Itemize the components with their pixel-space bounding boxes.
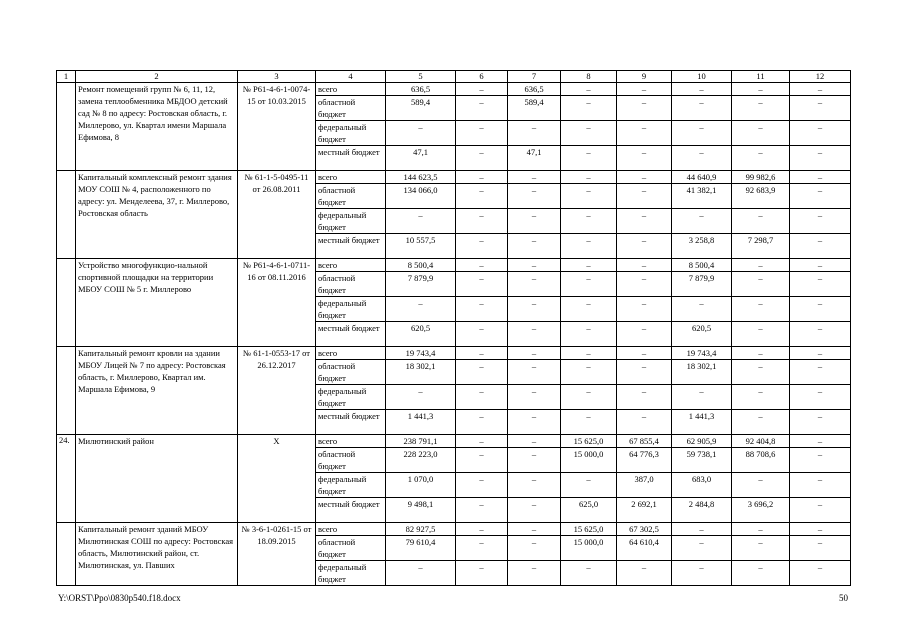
value-cell: – [508, 347, 561, 360]
funding-source-cell: всего [316, 171, 386, 184]
value-cell: – [561, 360, 617, 385]
value-cell: – [617, 209, 672, 234]
value-cell: – [456, 435, 508, 448]
value-cell: 67 302,5 [617, 523, 672, 536]
funding-source-cell: федеральный бюджет [316, 473, 386, 498]
value-cell: 47,1 [508, 146, 561, 171]
value-cell: 41 382,1 [672, 184, 732, 209]
value-cell: – [732, 322, 790, 347]
row-number-cell [57, 347, 76, 435]
value-cell: 7 298,7 [732, 234, 790, 259]
value-cell: 19 743,4 [386, 347, 456, 360]
value-cell: – [790, 523, 851, 536]
funding-source-cell: областной бюджет [316, 96, 386, 121]
table-row [57, 171, 851, 184]
value-cell: 82 927,5 [386, 523, 456, 536]
object-name-cell: Капитальный ремонт кровли на здании МБОУ Лицей № 7 по адресу: Ростовская область, г. Миллерово, Квартал им. Маршала Ефимова, 9 [76, 347, 238, 435]
value-cell: – [508, 385, 561, 410]
funding-source-cell: федеральный бюджет [316, 385, 386, 410]
value-cell: – [561, 121, 617, 146]
funding-source-cell: местный бюджет [316, 234, 386, 259]
value-cell: 3 696,2 [732, 498, 790, 523]
value-cell: – [386, 209, 456, 234]
value-cell: – [732, 259, 790, 272]
value-cell: – [456, 171, 508, 184]
row-number-cell [57, 171, 76, 259]
value-cell: – [790, 209, 851, 234]
document-cell: № 3-6-1-0261-15 от 18.09.2015 [238, 523, 316, 586]
value-cell: – [561, 322, 617, 347]
value-cell: 620,5 [672, 322, 732, 347]
value-cell: – [672, 209, 732, 234]
value-cell: 625,0 [561, 498, 617, 523]
value-cell: – [732, 561, 790, 586]
value-cell: – [732, 297, 790, 322]
value-cell: – [617, 272, 672, 297]
value-cell: – [561, 259, 617, 272]
value-cell: – [732, 121, 790, 146]
value-cell: 134 066,0 [386, 184, 456, 209]
column-number-header: 5 [386, 71, 456, 83]
funding-source-cell: всего [316, 523, 386, 536]
value-cell: – [790, 347, 851, 360]
value-cell: 228 223,0 [386, 448, 456, 473]
value-cell: – [790, 322, 851, 347]
column-number-header: 10 [672, 71, 732, 83]
value-cell: – [456, 184, 508, 209]
value-cell: – [617, 410, 672, 435]
value-cell: – [617, 96, 672, 121]
value-cell: 238 791,1 [386, 435, 456, 448]
value-cell: – [732, 347, 790, 360]
value-cell: – [732, 96, 790, 121]
value-cell: – [672, 83, 732, 96]
value-cell: – [617, 121, 672, 146]
funding-source-cell: областной бюджет [316, 448, 386, 473]
funding-source-cell: всего [316, 259, 386, 272]
value-cell: 18 302,1 [672, 360, 732, 385]
column-number-header: 7 [508, 71, 561, 83]
value-cell: – [508, 209, 561, 234]
value-cell: – [790, 561, 851, 586]
value-cell: – [508, 448, 561, 473]
funding-source-cell: федеральный бюджет [316, 297, 386, 322]
funding-source-cell: всего [316, 347, 386, 360]
document-cell: № 61-1-0553-17 от 26.12.2017 [238, 347, 316, 435]
value-cell: – [790, 184, 851, 209]
value-cell: – [672, 297, 732, 322]
value-cell: – [617, 83, 672, 96]
value-cell: – [672, 146, 732, 171]
value-cell: – [732, 209, 790, 234]
value-cell: – [456, 410, 508, 435]
value-cell: 7 879,9 [386, 272, 456, 297]
value-cell: – [617, 259, 672, 272]
object-name-cell: Милютинский район [76, 435, 238, 523]
value-cell: 589,4 [508, 96, 561, 121]
value-cell: – [732, 523, 790, 536]
value-cell: – [790, 448, 851, 473]
value-cell: – [456, 209, 508, 234]
column-number-header: 11 [732, 71, 790, 83]
value-cell: – [508, 523, 561, 536]
row-number-cell [57, 259, 76, 347]
value-cell: – [386, 297, 456, 322]
value-cell: – [456, 448, 508, 473]
value-cell: – [508, 536, 561, 561]
value-cell: 15 000,0 [561, 536, 617, 561]
value-cell: 144 623,5 [386, 171, 456, 184]
table-row [57, 259, 851, 272]
value-cell: – [508, 259, 561, 272]
value-cell: – [508, 322, 561, 347]
funding-source-cell: местный бюджет [316, 410, 386, 435]
value-cell: 8 500,4 [672, 259, 732, 272]
value-cell: – [672, 385, 732, 410]
value-cell: – [790, 360, 851, 385]
value-cell: – [456, 96, 508, 121]
funding-source-cell: всего [316, 83, 386, 96]
value-cell: – [790, 498, 851, 523]
value-cell: – [617, 347, 672, 360]
row-number-cell [57, 83, 76, 171]
value-cell: – [456, 523, 508, 536]
value-cell: – [672, 536, 732, 561]
funding-source-cell: всего [316, 435, 386, 448]
value-cell: – [790, 435, 851, 448]
value-cell: 620,5 [386, 322, 456, 347]
value-cell: – [790, 259, 851, 272]
value-cell: – [790, 121, 851, 146]
value-cell: – [617, 234, 672, 259]
value-cell: – [672, 523, 732, 536]
value-cell: – [508, 410, 561, 435]
value-cell: – [790, 385, 851, 410]
funding-source-cell: местный бюджет [316, 322, 386, 347]
value-cell: – [456, 146, 508, 171]
funding-source-cell: местный бюджет [316, 498, 386, 523]
value-cell: 59 738,1 [672, 448, 732, 473]
value-cell: 99 982,6 [732, 171, 790, 184]
table-row [57, 435, 851, 448]
object-name-cell: Капитальный комплексный ремонт здания МОУ СОШ № 4, расположенного по адресу: ул. Менделеева, 37, г. Миллерово, Ростовская область [76, 171, 238, 259]
value-cell: – [561, 561, 617, 586]
row-number-cell [57, 523, 76, 586]
value-cell: 9 498,1 [386, 498, 456, 523]
column-number-header: 2 [76, 71, 238, 83]
value-cell: – [790, 297, 851, 322]
value-cell: – [617, 385, 672, 410]
object-name-cell: Устройство многофункцио-нальной спортивной площадки на территории МБОУ СОШ № 5 г. Миллерово [76, 259, 238, 347]
value-cell: – [456, 536, 508, 561]
value-cell: – [732, 410, 790, 435]
value-cell: 15 000,0 [561, 448, 617, 473]
value-cell: – [508, 561, 561, 586]
value-cell: 88 708,6 [732, 448, 790, 473]
value-cell: – [456, 498, 508, 523]
value-cell: – [617, 184, 672, 209]
value-cell: 15 625,0 [561, 523, 617, 536]
value-cell: – [456, 83, 508, 96]
value-cell: – [456, 360, 508, 385]
value-cell: 64 610,4 [617, 536, 672, 561]
document-cell: Х [238, 435, 316, 523]
table-row [57, 347, 851, 360]
value-cell: – [386, 385, 456, 410]
value-cell: – [456, 259, 508, 272]
value-cell: 1 070,0 [386, 473, 456, 498]
value-cell: – [732, 146, 790, 171]
value-cell: – [561, 146, 617, 171]
value-cell: – [561, 473, 617, 498]
value-cell: – [561, 184, 617, 209]
value-cell: 3 258,8 [672, 234, 732, 259]
value-cell: – [790, 96, 851, 121]
value-cell: – [732, 473, 790, 498]
column-number-header: 8 [561, 71, 617, 83]
value-cell: – [561, 96, 617, 121]
value-cell: 7 879,9 [672, 272, 732, 297]
value-cell: 1 441,3 [386, 410, 456, 435]
funding-source-cell: местный бюджет [316, 146, 386, 171]
value-cell: – [508, 473, 561, 498]
value-cell: – [790, 473, 851, 498]
value-cell: – [456, 473, 508, 498]
value-cell: – [561, 83, 617, 96]
value-cell: – [732, 272, 790, 297]
value-cell: – [790, 410, 851, 435]
value-cell: 67 855,4 [617, 435, 672, 448]
value-cell: – [456, 121, 508, 146]
value-cell: – [732, 360, 790, 385]
funding-source-cell: областной бюджет [316, 184, 386, 209]
value-cell: – [456, 347, 508, 360]
value-cell: – [561, 234, 617, 259]
value-cell: – [561, 297, 617, 322]
value-cell: – [617, 171, 672, 184]
value-cell: – [672, 561, 732, 586]
value-cell: – [561, 385, 617, 410]
value-cell: – [508, 297, 561, 322]
value-cell: – [508, 272, 561, 297]
object-name-cell: Ремонт помещений групп № 6, 11, 12, замена теплообменника МБДОО детский сад № 8 по адресу: Ростовская область, г. Миллерово, ул. Квартал имени Маршала Ефимова, 8 [76, 83, 238, 171]
object-name-cell: Капитальный ремонт зданий МБОУ Милютинская СОШ по адресу: Ростовская область, Милютинский район, ст. Милютинская, ул. Павших [76, 523, 238, 586]
table-row [57, 83, 851, 96]
value-cell: – [790, 146, 851, 171]
value-cell: – [386, 561, 456, 586]
page-number: 50 [839, 593, 848, 603]
value-cell: – [456, 385, 508, 410]
value-cell: – [790, 272, 851, 297]
funding-source-cell: федеральный бюджет [316, 209, 386, 234]
value-cell: 683,0 [672, 473, 732, 498]
value-cell: – [508, 360, 561, 385]
value-cell: – [561, 410, 617, 435]
value-cell: – [561, 209, 617, 234]
value-cell: – [508, 184, 561, 209]
value-cell: 636,5 [508, 83, 561, 96]
value-cell: – [617, 561, 672, 586]
value-cell: – [790, 83, 851, 96]
column-number-header: 3 [238, 71, 316, 83]
funding-source-cell: областной бюджет [316, 360, 386, 385]
value-cell: 92 404,8 [732, 435, 790, 448]
document-cell: № Р61-4-6-1-0074-15 от 10.03.2015 [238, 83, 316, 171]
document-cell: № 61-1-5-0495-11 от 26.08.2011 [238, 171, 316, 259]
value-cell: 10 557,5 [386, 234, 456, 259]
value-cell: – [617, 322, 672, 347]
table-row [57, 523, 851, 536]
funding-source-cell: областной бюджет [316, 272, 386, 297]
value-cell: – [672, 121, 732, 146]
value-cell: – [617, 297, 672, 322]
value-cell: – [508, 121, 561, 146]
value-cell: – [561, 272, 617, 297]
value-cell: – [617, 146, 672, 171]
column-number-header: 9 [617, 71, 672, 83]
value-cell: 19 743,4 [672, 347, 732, 360]
value-cell: – [456, 272, 508, 297]
value-cell: – [456, 561, 508, 586]
file-path: Y:\ORST\Ppo\0830p540.f18.docx [58, 593, 181, 603]
value-cell: 387,0 [617, 473, 672, 498]
column-number-header: 1 [57, 71, 76, 83]
funding-source-cell: областной бюджет [316, 536, 386, 561]
value-cell: – [732, 536, 790, 561]
header-row [57, 71, 851, 83]
value-cell: 79 610,4 [386, 536, 456, 561]
funding-source-cell: федеральный бюджет [316, 121, 386, 146]
value-cell: – [561, 347, 617, 360]
value-cell: – [732, 385, 790, 410]
value-cell: 92 683,9 [732, 184, 790, 209]
value-cell: 15 625,0 [561, 435, 617, 448]
value-cell: – [672, 96, 732, 121]
column-number-header: 4 [316, 71, 386, 83]
value-cell: 2 484,8 [672, 498, 732, 523]
document-cell: № Р61-4-6-1-0711-16 от 08.11.2016 [238, 259, 316, 347]
value-cell: 62 905,9 [672, 435, 732, 448]
value-cell: 64 776,3 [617, 448, 672, 473]
value-cell: – [456, 297, 508, 322]
value-cell: – [508, 435, 561, 448]
column-number-header: 6 [456, 71, 508, 83]
value-cell: – [790, 536, 851, 561]
value-cell: 8 500,4 [386, 259, 456, 272]
value-cell: 18 302,1 [386, 360, 456, 385]
value-cell: – [508, 171, 561, 184]
funding-source-cell: федеральный бюджет [316, 561, 386, 586]
row-number-cell: 24. [57, 435, 76, 523]
value-cell: – [456, 322, 508, 347]
value-cell: – [508, 234, 561, 259]
value-cell: 2 692,1 [617, 498, 672, 523]
value-cell: – [508, 498, 561, 523]
value-cell: 44 640,9 [672, 171, 732, 184]
value-cell: 636,5 [386, 83, 456, 96]
column-number-header: 12 [790, 71, 851, 83]
budget-table [56, 70, 851, 586]
value-cell: – [790, 234, 851, 259]
value-cell: 47,1 [386, 146, 456, 171]
value-cell: 589,4 [386, 96, 456, 121]
value-cell: – [386, 121, 456, 146]
value-cell: – [456, 234, 508, 259]
value-cell: 1 441,3 [672, 410, 732, 435]
value-cell: – [732, 83, 790, 96]
value-cell: – [790, 171, 851, 184]
value-cell: – [561, 171, 617, 184]
value-cell: – [617, 360, 672, 385]
